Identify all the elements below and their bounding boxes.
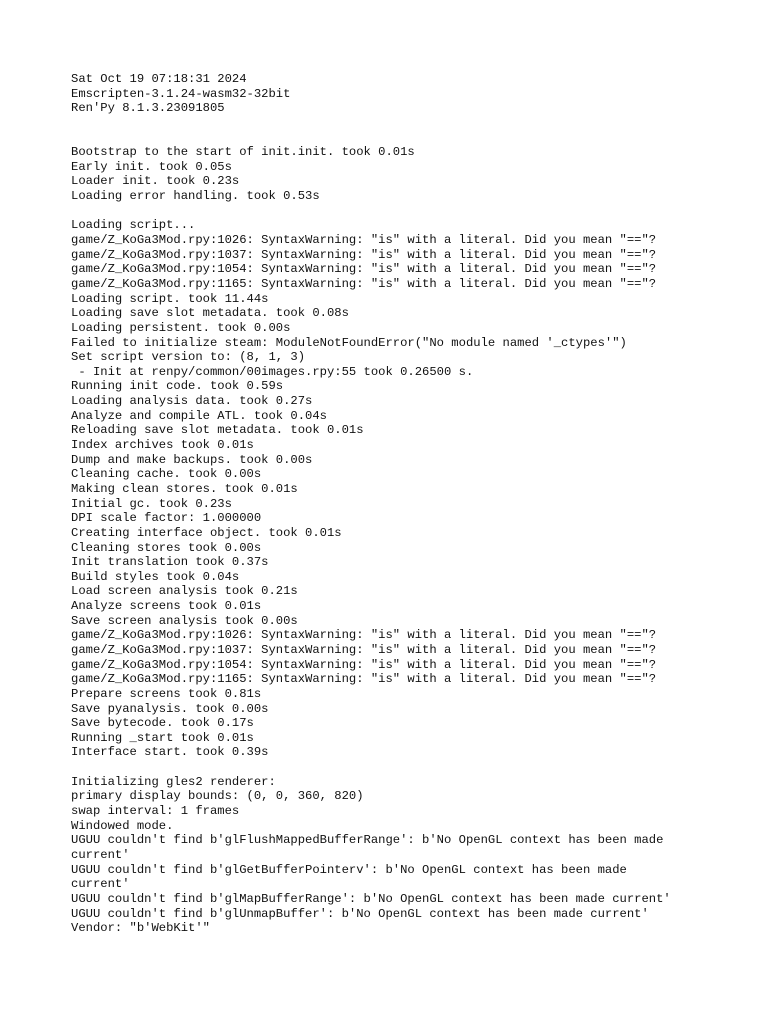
log-line: Analyze and compile ATL. took 0.04s [71,408,327,423]
log-line: Dump and make backups. took 0.00s [71,452,313,467]
log-line: Initial gc. took 0.23s [71,496,232,511]
log-line: Build styles took 0.04s [71,569,240,584]
log-line: Emscripten-3.1.24-wasm32-32bit [71,86,291,101]
log-line: game/Z_KoGa3Mod.rpy:1054: SyntaxWarning: "is" with a literal. Did you mean "=="? [71,657,657,672]
log-line [71,204,751,219]
log-line: UGUU couldn't find b'glUnmapBuffer': b'No OpenGL context has been made current' [71,906,649,921]
log-line: Set script version to: (8, 1, 3) [71,350,306,365]
log-line: UGUU couldn't find b'glFlushMappedBufferRange': b'No OpenGL context has been made [71,833,664,848]
log-line: Interface start. took 0.39s [71,745,269,760]
log-line: Making clean stores. took 0.01s [71,481,298,496]
log-line: Sat Oct 19 07:18:31 2024 [71,72,247,86]
log-line: Running _start took 0.01s [71,730,254,745]
log-line: game/Z_KoGa3Mod.rpy:1165: SyntaxWarning: "is" with a literal. Did you mean "=="? [71,276,657,291]
log-line: Cleaning cache. took 0.00s [71,467,262,482]
log-line: Save bytecode. took 0.17s [71,716,254,731]
log-line: UGUU couldn't find b'glGetBufferPointerv': b'No OpenGL context has been made [71,862,627,877]
log-line: game/Z_KoGa3Mod.rpy:1026: SyntaxWarning: "is" with a literal. Did you mean "=="? [71,233,657,248]
log-line [71,116,751,131]
log-line: primary display bounds: (0, 0, 360, 820) [71,789,364,804]
log-line: Bootstrap to the start of init.init. took 0.01s [71,145,415,160]
log-line: Save pyanalysis. took 0.00s [71,701,269,716]
log-line: Running init code. took 0.59s [71,379,284,394]
log-line: - Init at renpy/common/00images.rpy:55 took 0.26500 s. [71,364,474,379]
log-line [71,131,751,146]
log-line: Loader init. took 0.23s [71,174,240,189]
log-line: Loading script... [71,218,196,233]
log-line: game/Z_KoGa3Mod.rpy:1165: SyntaxWarning: "is" with a literal. Did you mean "=="? [71,672,657,687]
log-document [71,72,751,936]
log-line: Loading error handling. took 0.53s [71,189,320,204]
log-line: Cleaning stores took 0.00s [71,540,262,555]
log-line: Reloading save slot metadata. took 0.01s [71,423,364,438]
log-line: Initializing gles2 renderer: [71,774,276,789]
log-line: swap interval: 1 frames [71,804,240,819]
log-line: Loading persistent. took 0.00s [71,320,291,335]
log-line: Failed to initialize steam: ModuleNotFoundError("No module named '_ctypes'") [71,335,627,350]
log-line: game/Z_KoGa3Mod.rpy:1037: SyntaxWarning: "is" with a literal. Did you mean "=="? [71,642,657,657]
log-line: current' [71,847,130,862]
log-line: Ren'Py 8.1.3.23091805 [71,101,225,116]
log-line: game/Z_KoGa3Mod.rpy:1054: SyntaxWarning: "is" with a literal. Did you mean "=="? [71,262,657,277]
log-line: Creating interface object. took 0.01s [71,525,342,540]
log-line: Loading save slot metadata. took 0.08s [71,306,349,321]
log-line: Save screen analysis took 0.00s [71,613,298,628]
log-line: Prepare screens took 0.81s [71,686,262,701]
log-line: Init translation took 0.37s [71,555,269,570]
log-line: current' [71,877,130,892]
log-line: Loading analysis data. took 0.27s [71,394,313,409]
log-line: Index archives took 0.01s [71,438,254,453]
log-line: game/Z_KoGa3Mod.rpy:1037: SyntaxWarning: "is" with a literal. Did you mean "=="? [71,247,657,262]
log-line: Loading script. took 11.44s [71,291,269,306]
log-line: Early init. took 0.05s [71,159,232,174]
log-line [71,760,751,775]
log-line: UGUU couldn't find b'glMapBufferRange': b'No OpenGL context has been made current' [71,891,671,906]
log-line: DPI scale factor: 1.000000 [71,511,262,526]
log-line: game/Z_KoGa3Mod.rpy:1026: SyntaxWarning: "is" with a literal. Did you mean "=="? [71,628,657,643]
log-line: Analyze screens took 0.01s [71,599,262,614]
log-line: Load screen analysis took 0.21s [71,584,298,599]
log-line: Windowed mode. [71,818,174,833]
log-line: Vendor: "b'WebKit'" [71,921,210,936]
